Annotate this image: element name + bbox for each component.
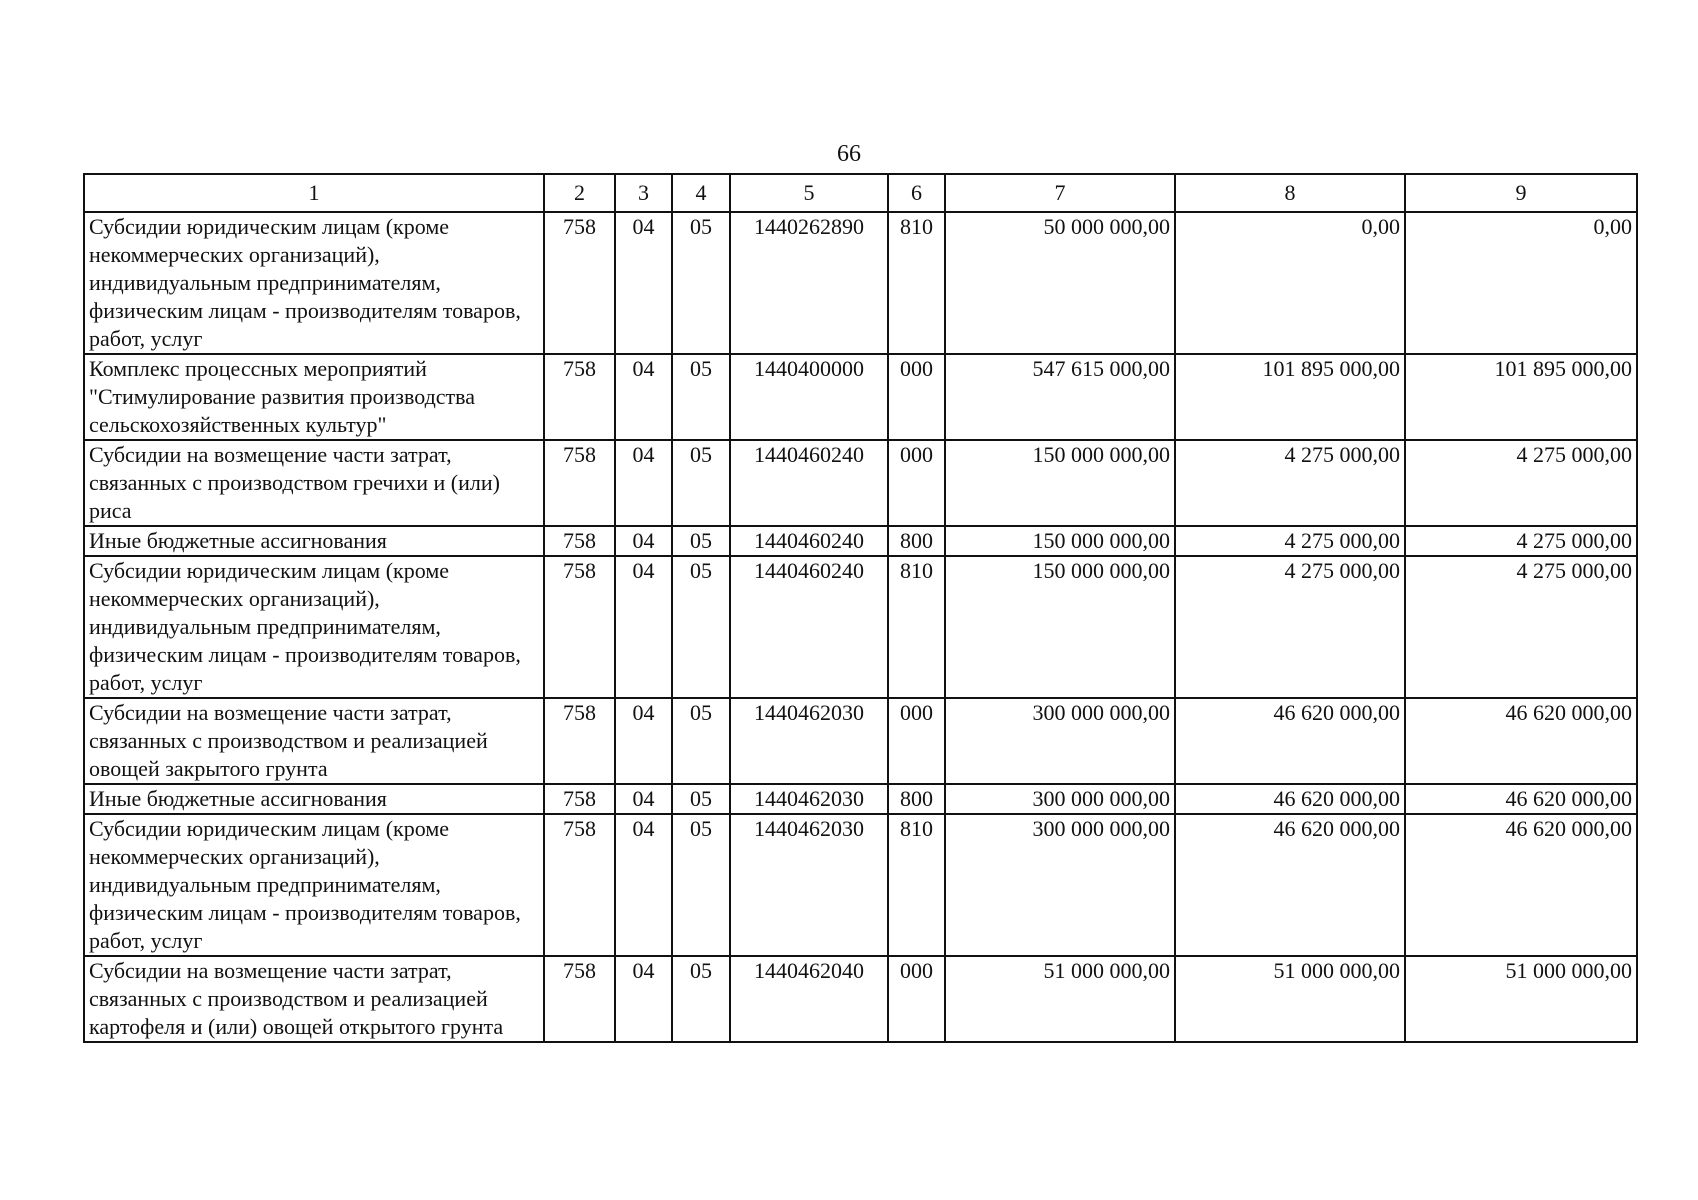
target-article-cell: 1440460240	[730, 556, 888, 698]
amount-col9-cell: 46 620 000,00	[1405, 784, 1637, 814]
column-header-5: 5	[730, 174, 888, 212]
section-cell: 04	[615, 556, 672, 698]
row-name-cell: Субсидии юридическим лицам (кроме некоммерческих организаций), индивидуальным предпринимателям, физическим лицам - производителям товаров, работ, услуг	[84, 212, 544, 354]
expense-type-cell: 800	[888, 526, 945, 556]
subsection-cell: 05	[672, 784, 730, 814]
section-cell: 04	[615, 212, 672, 354]
section-cell: 04	[615, 814, 672, 956]
amount-col9-cell: 4 275 000,00	[1405, 556, 1637, 698]
amount-col7-cell: 150 000 000,00	[945, 526, 1175, 556]
budget-table	[83, 173, 1638, 1043]
amount-col9-cell: 4 275 000,00	[1405, 440, 1637, 526]
table-row	[84, 526, 1637, 556]
column-header-3: 3	[615, 174, 672, 212]
section-cell: 04	[615, 440, 672, 526]
table-row	[84, 212, 1637, 354]
subsection-cell: 05	[672, 556, 730, 698]
column-header-8: 8	[1175, 174, 1405, 212]
row-name-cell: Субсидии юридическим лицам (кроме некоммерческих организаций), индивидуальным предпринимателям, физическим лицам - производителям товаров, работ, услуг	[84, 556, 544, 698]
amount-col8-cell: 4 275 000,00	[1175, 556, 1405, 698]
row-name-cell: Субсидии на возмещение части затрат, связанных с производством гречихи и (или) риса	[84, 440, 544, 526]
target-article-cell: 1440460240	[730, 526, 888, 556]
amount-col8-cell: 101 895 000,00	[1175, 354, 1405, 440]
amount-col7-cell: 300 000 000,00	[945, 784, 1175, 814]
table-row	[84, 354, 1637, 440]
amount-col7-cell: 51 000 000,00	[945, 956, 1175, 1042]
admin-code-cell: 758	[544, 814, 615, 956]
column-header-6: 6	[888, 174, 945, 212]
target-article-cell: 1440400000	[730, 354, 888, 440]
page-number: 66	[837, 141, 861, 167]
column-header-4: 4	[672, 174, 730, 212]
subsection-cell: 05	[672, 698, 730, 784]
table-row	[84, 784, 1637, 814]
amount-col8-cell: 46 620 000,00	[1175, 698, 1405, 784]
column-header-9: 9	[1405, 174, 1637, 212]
amount-col7-cell: 50 000 000,00	[945, 212, 1175, 354]
target-article-cell: 1440462030	[730, 814, 888, 956]
target-article-cell: 1440262890	[730, 212, 888, 354]
column-header-1: 1	[84, 174, 544, 212]
section-cell: 04	[615, 698, 672, 784]
table-row	[84, 814, 1637, 956]
expense-type-cell: 000	[888, 698, 945, 784]
amount-col9-cell: 101 895 000,00	[1405, 354, 1637, 440]
amount-col7-cell: 150 000 000,00	[945, 440, 1175, 526]
section-cell: 04	[615, 956, 672, 1042]
expense-type-cell: 000	[888, 354, 945, 440]
subsection-cell: 05	[672, 440, 730, 526]
admin-code-cell: 758	[544, 212, 615, 354]
amount-col8-cell: 4 275 000,00	[1175, 526, 1405, 556]
expense-type-cell: 810	[888, 814, 945, 956]
subsection-cell: 05	[672, 956, 730, 1042]
amount-col7-cell: 150 000 000,00	[945, 556, 1175, 698]
amount-col7-cell: 300 000 000,00	[945, 698, 1175, 784]
amount-col9-cell: 46 620 000,00	[1405, 814, 1637, 956]
column-header-2: 2	[544, 174, 615, 212]
admin-code-cell: 758	[544, 698, 615, 784]
subsection-cell: 05	[672, 354, 730, 440]
expense-type-cell: 810	[888, 556, 945, 698]
amount-col8-cell: 46 620 000,00	[1175, 814, 1405, 956]
expense-type-cell: 800	[888, 784, 945, 814]
amount-col7-cell: 547 615 000,00	[945, 354, 1175, 440]
admin-code-cell: 758	[544, 784, 615, 814]
table-row	[84, 698, 1637, 784]
subsection-cell: 05	[672, 814, 730, 956]
section-cell: 04	[615, 354, 672, 440]
expense-type-cell: 000	[888, 440, 945, 526]
row-name-cell: Иные бюджетные ассигнования	[84, 526, 544, 556]
amount-col7-cell: 300 000 000,00	[945, 814, 1175, 956]
table-header-row	[84, 174, 1637, 212]
amount-col9-cell: 51 000 000,00	[1405, 956, 1637, 1042]
target-article-cell: 1440462030	[730, 784, 888, 814]
admin-code-cell: 758	[544, 556, 615, 698]
admin-code-cell: 758	[544, 354, 615, 440]
row-name-cell: Комплекс процессных мероприятий "Стимулирование развития производства сельскохозяйственных культур"	[84, 354, 544, 440]
row-name-cell: Субсидии на возмещение части затрат, связанных с производством и реализацией овощей закрытого грунта	[84, 698, 544, 784]
amount-col9-cell: 0,00	[1405, 212, 1637, 354]
table-row	[84, 556, 1637, 698]
amount-col8-cell: 51 000 000,00	[1175, 956, 1405, 1042]
amount-col9-cell: 46 620 000,00	[1405, 698, 1637, 784]
table-row	[84, 440, 1637, 526]
target-article-cell: 1440462030	[730, 698, 888, 784]
admin-code-cell: 758	[544, 956, 615, 1042]
admin-code-cell: 758	[544, 440, 615, 526]
row-name-cell: Субсидии на возмещение части затрат, связанных с производством и реализацией картофеля и (или) овощей открытого грунта	[84, 956, 544, 1042]
row-name-cell: Субсидии юридическим лицам (кроме некоммерческих организаций), индивидуальным предпринимателям, физическим лицам - производителям товаров, работ, услуг	[84, 814, 544, 956]
amount-col8-cell: 46 620 000,00	[1175, 784, 1405, 814]
section-cell: 04	[615, 526, 672, 556]
amount-col9-cell: 4 275 000,00	[1405, 526, 1637, 556]
subsection-cell: 05	[672, 212, 730, 354]
amount-col8-cell: 4 275 000,00	[1175, 440, 1405, 526]
expense-type-cell: 000	[888, 956, 945, 1042]
admin-code-cell: 758	[544, 526, 615, 556]
section-cell: 04	[615, 784, 672, 814]
table-row	[84, 956, 1637, 1042]
expense-type-cell: 810	[888, 212, 945, 354]
target-article-cell: 1440460240	[730, 440, 888, 526]
column-header-7: 7	[945, 174, 1175, 212]
target-article-cell: 1440462040	[730, 956, 888, 1042]
amount-col8-cell: 0,00	[1175, 212, 1405, 354]
subsection-cell: 05	[672, 526, 730, 556]
row-name-cell: Иные бюджетные ассигнования	[84, 784, 544, 814]
